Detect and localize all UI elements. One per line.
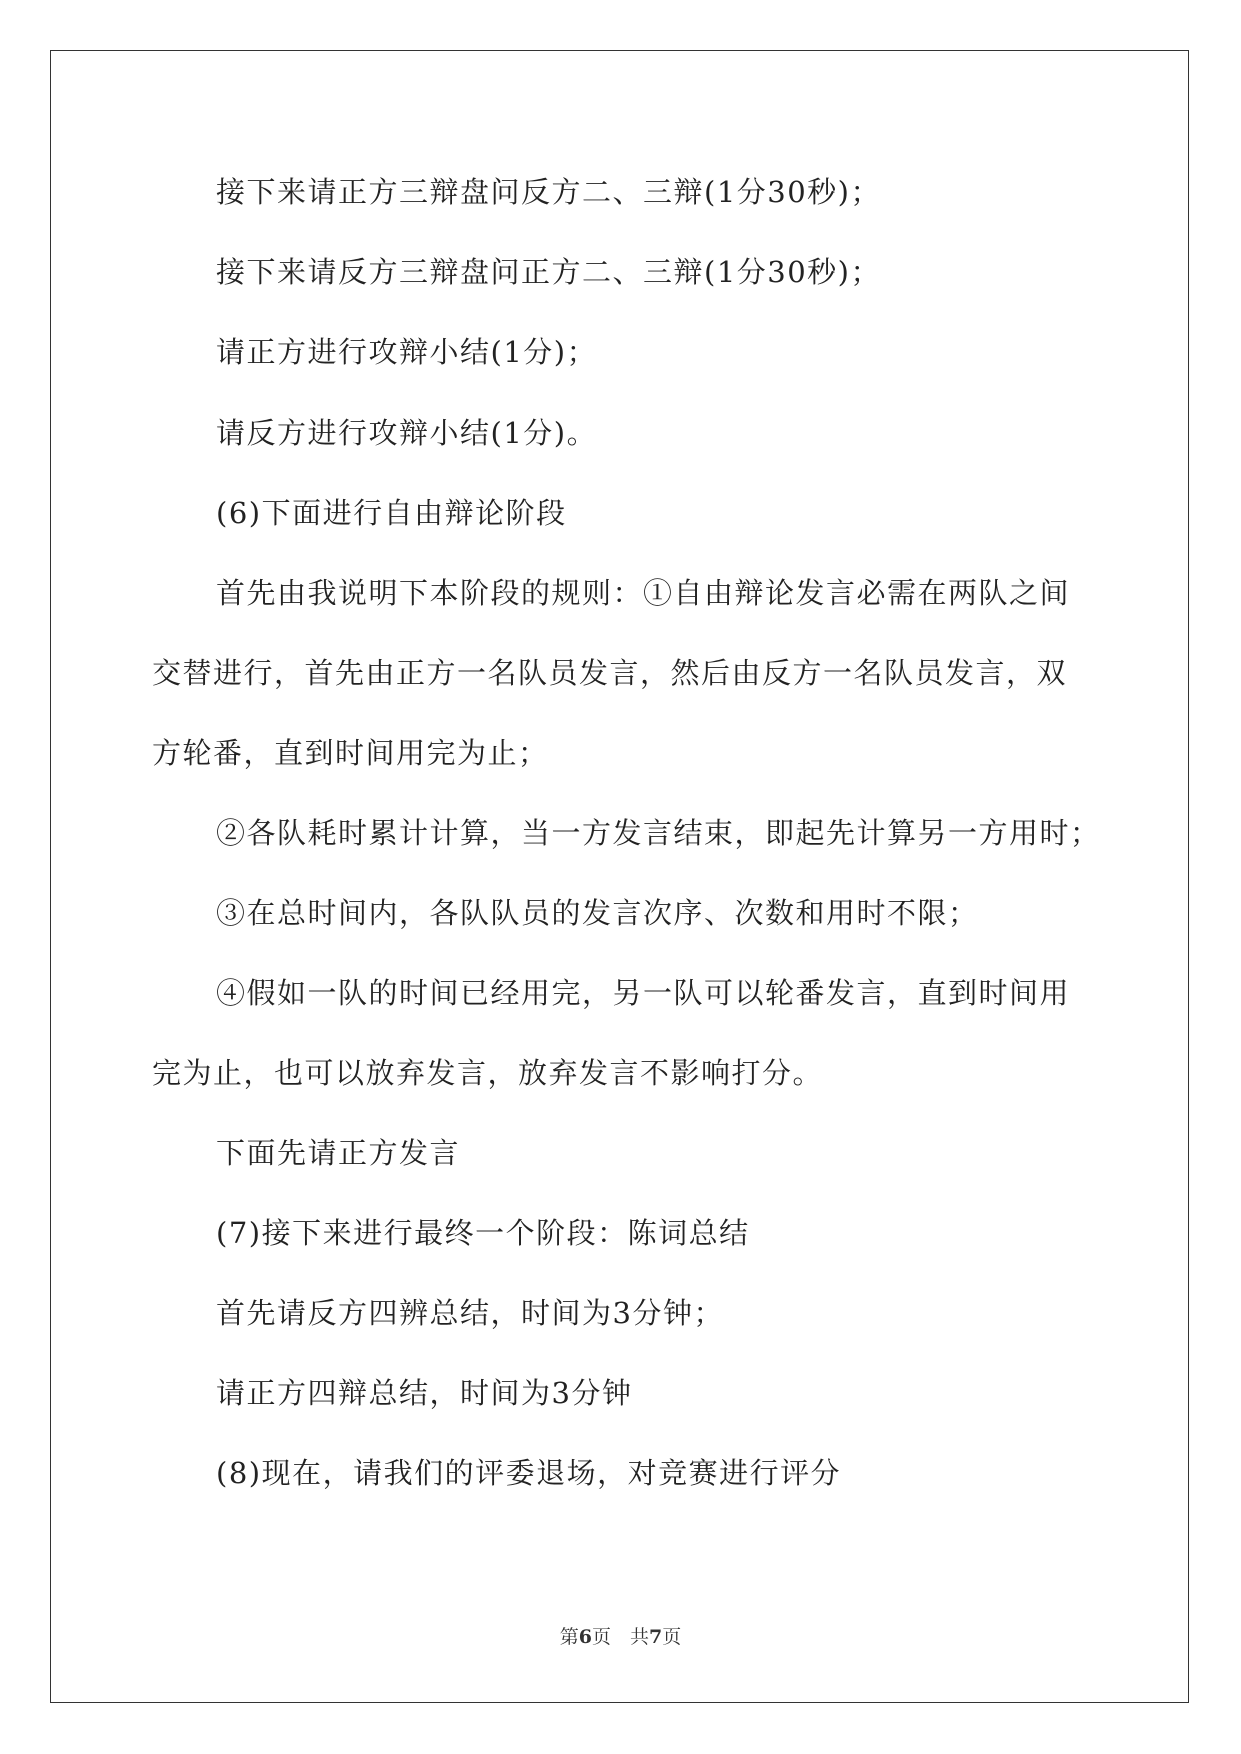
page-prefix: 第	[559, 1626, 579, 1648]
paragraph-line: 方轮番，直到时间用完为止；	[152, 736, 549, 770]
paragraph-line: 交替进行，首先由正方一名队员发言，然后由反方一名队员发言，双	[152, 656, 1068, 690]
page-footer	[0, 1625, 1241, 1649]
paragraph-line: 请反方进行攻辩小结(1分)。	[216, 416, 598, 450]
paragraph-line: 下面先请正方发言	[216, 1136, 461, 1170]
total-page-number: 7	[649, 1626, 663, 1648]
paragraph-line: 接下来请正方三辩盘问反方二、三辩(1分30秒)；	[216, 175, 881, 209]
paragraph-line: 接下来请反方三辩盘问正方二、三辩(1分30秒)；	[216, 255, 881, 289]
section-heading: (7)接下来进行最终一个阶段：陈词总结	[216, 1216, 750, 1250]
paragraph-line: 完为止，也可以放弃发言，放弃发言不影响打分。	[152, 1056, 824, 1090]
current-page-number: 6	[578, 1626, 592, 1648]
paragraph-line: ③在总时间内，各队队员的发言次序、次数和用时不限；	[216, 896, 979, 930]
page-suffix: 页	[662, 1626, 682, 1648]
page-separator: 页 共	[591, 1626, 649, 1648]
paragraph-line: 请正方四辩总结，时间为3分钟	[216, 1376, 633, 1410]
section-heading: (6)下面进行自由辩论阶段	[216, 496, 567, 530]
section-heading: (8)现在，请我们的评委退场，对竞赛进行评分	[216, 1456, 842, 1490]
paragraph-line: 首先由我说明下本阶段的规则：①自由辩论发言必需在两队之间	[216, 576, 1071, 610]
paragraph-line: 首先请反方四辨总结，时间为3分钟；	[216, 1296, 724, 1330]
paragraph-line: ④假如一队的时间已经用完，另一队可以轮番发言，直到时间用	[216, 976, 1071, 1010]
paragraph-line: ②各队耗时累计计算，当一方发言结束，即起先计算另一方用时；	[216, 816, 1101, 850]
paragraph-line: 请正方进行攻辩小结(1分)；	[216, 335, 598, 369]
